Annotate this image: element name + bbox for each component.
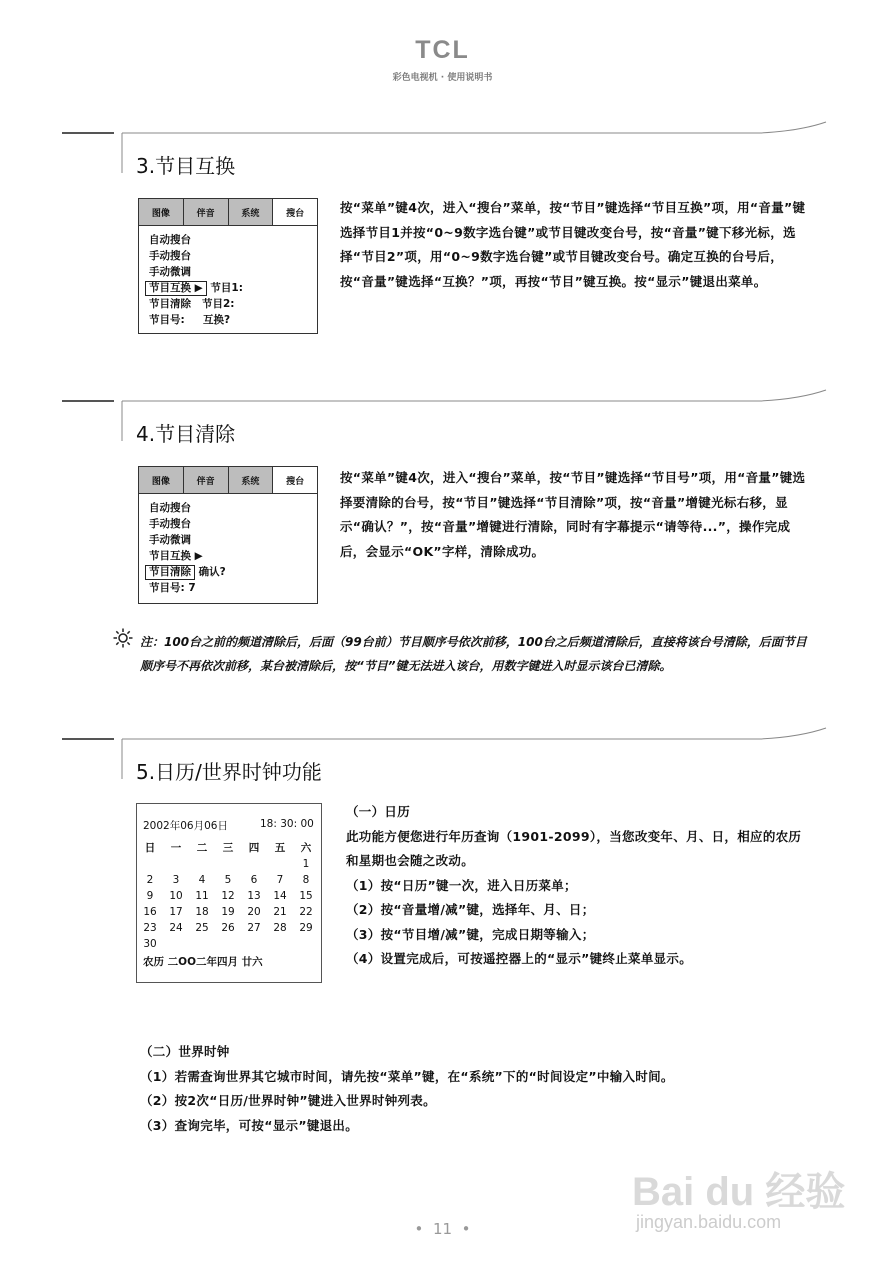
section-divider — [0, 118, 885, 178]
arrow-right-icon: ▶ — [194, 550, 203, 562]
section-3-title: 3.节目互换 — [136, 154, 236, 178]
weekday-sun: 日 — [144, 842, 156, 854]
calendar-day: 20 — [247, 906, 261, 918]
calendar-day: 18 — [195, 906, 209, 918]
calendar-week-row — [137, 888, 319, 904]
calendar-weekday-row — [137, 840, 319, 856]
calendar-week-row — [137, 936, 319, 952]
calendar-day: 15 — [299, 890, 313, 902]
menu-item-fine-tune: 手动微调 — [149, 534, 191, 546]
tab-sound: 伴音 — [184, 467, 229, 493]
header-subtitle: 彩色电视机 · 使用说明书 — [392, 73, 493, 83]
calendar-step: （1）按“日历”键一次，进入日历菜单； — [346, 877, 577, 893]
note-text: 注：100台之前的频道清除后，后面（99台前）节目顺序号依次前移，100台之后频道清除后，直接将该台号清除，后面节目顺序号不再依次前移，某台被清除后，按“节目”键无法进入该台，用数字键进入时显示该台已清除。 — [140, 635, 807, 673]
calendar-day: 17 — [169, 906, 183, 918]
calendar-day: 27 — [247, 922, 261, 934]
menu-row-swap — [149, 548, 317, 564]
calendar-week-row — [137, 872, 319, 888]
page-dot-left: • — [414, 1220, 424, 1238]
calendar-instructions — [346, 800, 806, 972]
tab-system: 系统 — [229, 199, 274, 225]
calendar-time: 18: 30: 00 — [260, 818, 314, 830]
sun-icon — [113, 628, 133, 648]
calendar-step: （4）设置完成后，可按遥控器上的“显示”键终止菜单显示。 — [346, 951, 693, 966]
calendar-day: 10 — [169, 890, 183, 902]
weekday-thu: 四 — [248, 842, 260, 854]
calendar-day — [215, 936, 241, 952]
brand-logo: TCL — [415, 36, 470, 64]
calendar-day: 8 — [302, 874, 310, 886]
page-number: 11 — [432, 1220, 453, 1238]
menu-item-swap-confirm: 互换? — [202, 314, 231, 326]
menu-row-clear — [149, 296, 317, 312]
calendar-day — [163, 856, 189, 872]
calendar-lunar: 农历 二OO二年四月 廿六 — [143, 956, 263, 968]
calendar-day: 22 — [299, 906, 313, 918]
tab-system: 系统 — [229, 467, 274, 493]
world-clock-section — [140, 1040, 820, 1138]
calendar-day: 6 — [250, 874, 258, 886]
baidu-watermark-url: jingyan.baidu.com — [636, 1212, 782, 1232]
calendar-day: 28 — [273, 922, 287, 934]
calendar-week-row — [137, 920, 319, 936]
menu-item-manual-search: 手动搜台 — [149, 250, 191, 262]
section-divider — [0, 724, 885, 784]
calendar-day: 24 — [169, 922, 183, 934]
baidu-watermark: Bai du 经验 — [632, 1170, 846, 1214]
section-3-instructions: 按“菜单”键4次，进入“搜台”菜单，按“节目”键选择“节目互换”项，用“音量”键选择节目1并按“0~9数字选台键”或节目键改变台号，按“音量”键下移光标，选择“节目2”项，用“0~9数字选台键”或节目键改变台号。确定互换的台号后，按“音量”键选择“互换？”项，再按“节目”键互换。按“显示”键退出菜单。 — [340, 200, 806, 289]
menu-row-clear — [149, 564, 317, 580]
calendar-day: 3 — [172, 874, 180, 886]
calendar-step: （2）按“音量增/减”键，选择年、月、日； — [346, 902, 595, 917]
menu-item-prog2: 节目2: — [201, 298, 235, 310]
calendar-day — [163, 936, 189, 952]
calendar-day: 21 — [273, 906, 287, 918]
calendar-panel — [136, 803, 322, 983]
weekday-fri: 五 — [274, 842, 286, 854]
calendar-day: 7 — [276, 874, 284, 886]
tab-search: 搜台 — [273, 199, 317, 225]
calendar-weeks — [137, 856, 319, 952]
calendar-day: 13 — [247, 890, 261, 902]
world-clock-heading: （二）世界时钟 — [140, 1044, 230, 1059]
calendar-day — [241, 856, 267, 872]
menu-item-manual-search: 手动搜台 — [149, 518, 191, 530]
menu-row-swap — [149, 280, 317, 296]
calendar-day: 25 — [195, 922, 209, 934]
menu-item-clear-selected: 节目清除 — [145, 565, 195, 580]
calendar-day: 1 — [302, 858, 310, 870]
weekday-mon: 一 — [170, 842, 182, 854]
calendar-day — [241, 936, 267, 952]
calendar-day: 2 — [146, 874, 154, 886]
calendar-step: （3）按“节目增/减”键，完成日期等输入； — [346, 926, 595, 942]
world-clock-step: （1）若需查询世界其它城市时间，请先按“菜单”键，在“系统”下的“时间设定”中输入时间。 — [140, 1068, 674, 1084]
calendar-intro: 此功能方便您进行年历查询（1901-2099），当您改变年、月、日，相应的农历和星期也会随之改动。 — [346, 828, 802, 868]
menu-item-prog1: 节目1: — [210, 282, 243, 294]
section-5-title: 5.日历/世界时钟功能 — [136, 760, 322, 784]
section-divider — [0, 386, 885, 446]
channel-clear-menu — [138, 466, 318, 604]
menu-item-auto-search: 自动搜台 — [149, 502, 191, 514]
calendar-day: 11 — [195, 890, 209, 902]
calendar-week-row — [137, 856, 319, 872]
menu-tabs — [139, 199, 317, 226]
calendar-day: 4 — [198, 874, 206, 886]
weekday-wed: 三 — [222, 842, 234, 854]
calendar-day — [189, 936, 215, 952]
menu-tabs — [139, 467, 317, 494]
calendar-day: 19 — [221, 906, 235, 918]
calendar-day: 16 — [143, 906, 157, 918]
menu-row-number — [149, 312, 317, 328]
calendar-day — [137, 856, 163, 872]
calendar-day — [189, 856, 215, 872]
calendar-day: 29 — [299, 922, 313, 934]
tab-search: 搜台 — [273, 467, 317, 493]
tab-sound: 伴音 — [184, 199, 229, 225]
calendar-day: 26 — [221, 922, 235, 934]
menu-item-auto-search: 自动搜台 — [149, 234, 191, 246]
calendar-day — [293, 936, 319, 952]
calendar-day: 9 — [146, 890, 154, 902]
menu-item-number: 节目号: — [149, 314, 185, 326]
menu-item-confirm: 确认? — [198, 566, 226, 578]
calendar-day: 23 — [143, 922, 157, 934]
world-clock-step: （2）按2次“日历/世界时钟”键进入世界时钟列表。 — [140, 1093, 436, 1108]
page-dot-right: • — [461, 1220, 471, 1238]
menu-item-number: 节目号: 7 — [149, 582, 196, 594]
calendar-day: 14 — [273, 890, 287, 902]
weekday-sat: 六 — [300, 842, 312, 854]
menu-item-fine-tune: 手动微调 — [149, 266, 191, 278]
menu-item-swap-selected: 节目互换 ▶ — [145, 281, 207, 296]
channel-swap-menu — [138, 198, 318, 334]
world-clock-step: （3）查询完毕，可按“显示”键退出。 — [140, 1117, 359, 1133]
calendar-week-row — [137, 904, 319, 920]
section-4-title: 4.节目清除 — [136, 422, 236, 446]
calendar-grid — [137, 840, 319, 952]
weekday-tue: 二 — [196, 842, 208, 854]
calendar-day: 12 — [221, 890, 235, 902]
tab-picture: 图像 — [139, 199, 184, 225]
menu-item-clear: 节目清除 — [149, 298, 191, 310]
calendar-day: 30 — [143, 938, 157, 950]
calendar-heading: （一）日历 — [346, 804, 411, 819]
calendar-day — [267, 856, 293, 872]
calendar-day: 5 — [224, 874, 232, 886]
calendar-day — [215, 856, 241, 872]
tab-picture: 图像 — [139, 467, 184, 493]
arrow-right-icon: ▶ — [194, 282, 203, 294]
calendar-day — [267, 936, 293, 952]
calendar-date: 2002年06月06日 — [143, 820, 228, 832]
section-4-instructions: 按“菜单”键4次，进入“搜台”菜单，按“节目”键选择“节目号”项，用“音量”键选择要清除的台号，按“节目”键选择“节目清除”项，按“音量”增键光标右移，显示“确认？”，按“音量”增键进行清除，同时有字幕提示“请等待...”，操作完成后，会显示“OK”字样，清除成功。 — [340, 470, 806, 559]
menu-item-swap: 节目互换 — [149, 550, 191, 562]
